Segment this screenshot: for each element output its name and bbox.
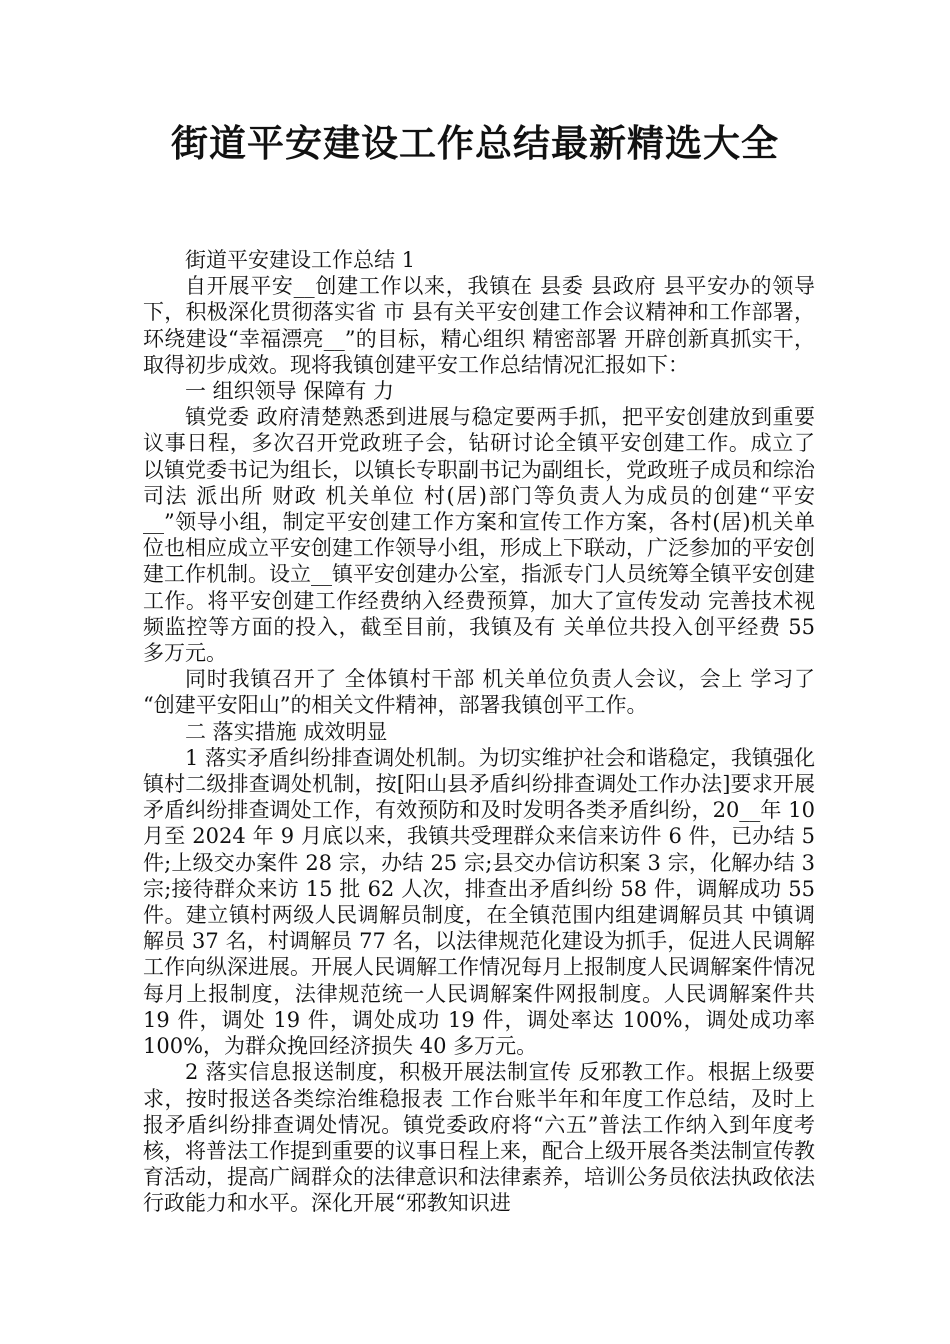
document-body (143, 247, 815, 1217)
section-heading-measures: 二 落实措施 成效明显 (185, 719, 388, 744)
paragraph-dispute-mechanism: 1 落实矛盾纠纷排查调处机制。为切实维护社会和谐稳定，我镇强化镇村二级排查调处机制，按[阳山县矛盾纠纷排查调处工作办法]要求开展矛盾纠纷排查调处工作，有效预防和及时发明各类矛盾纠纷，20__年 10 月至 2024 年 9 月底以来，我镇共受理群众来信来访件 6 件，已办结 5 件;上级交办案件 28 宗，办结 25 宗;县交办信访积案 3 宗，化解办结 3 宗;接待群众来访 15 批 62 人次，排查出矛盾纠纷 58 件，调解成功 55 件。建立镇村两级人民调解员制度，在全镇范围内组建调解员其 中镇调解员 37 名，村调解员 77 名，以法律规范化建设为抓手，促进人民调解工作向纵深进展。开展人民调解工作情况每月上报制度人民调解案件情况每月上报制度，法律规范统一人民调解案件网报制度。人民调解案件共 19 件，调处 19 件，调处成功 19 件，调处率达 100%，调处成功率 100%，为群众挽回经济损失 40 多万元。 (143, 745, 815, 1059)
section-heading-organization: 一 组织领导 保障有 力 (185, 379, 395, 404)
section-title-summary-1: 街道平安建设工作总结 1 (185, 248, 416, 272)
document-title: 街道平安建设工作总结最新精选大全 (171, 122, 779, 165)
paragraph-organization: 镇党委 政府清楚熟悉到进展与稳定要两手抓，把平安创建放到重要议事日程，多次召开党政班子会，钻研讨论全镇平安创建工作。成立了 以镇党委书记为组长，以镇长专职副书记为副组长，党政班子成员和综治 司法 派出所 财政 机关单位 村(居)部门等负责人为成员的创建“平安__”领导小组，制定平安创建工作方案和宣传工作方案，各村(居)机关单位也相应成立平安创建工作领导小组，形成上下联动，广泛参加的平安创建工作机制。设立__镇平安创建办公室，指派专门人员统筹全镇平安创建工作。将平安创建工作经费纳入经费预算，加大了宣传发动 完善技术视频监控等方面的投入，截至目前，我镇及有 关单位共投入创平经费 55 多万元。 (143, 405, 815, 666)
paragraph-intro: 自开展平安__创建工作以来，我镇在 县委 县政府 县平安办的领导下，积极深化贯彻落实省 市 县有关平安创建工作会议精神和工作部署，环绕建设“幸福漂亮__”的目标，精心组织 精密部署 开辟创新真抓实干，取得初步成效。现将我镇创建平安工作总结情况汇报如下： (143, 274, 815, 377)
paragraph-information-reporting: 2 落实信息报送制度，积极开展法制宣传 反邪教工作。根据上级要求，按时报送各类综治维稳报表 工作台账半年和年度工作总结，及时上报矛盾纠纷排查调处情况。镇党委政府将“六五”普法工作纳入到年度考核，将普法工作提到重要的议事日程上来，配合上级开展各类法制宣传教育活动，提高广阔群众的法律意识和法律素养，培训公务员依法执政依法行政能力和水平。深化开展“邪教知识进 (143, 1060, 815, 1216)
paragraph-meeting: 同时我镇召开了 全体镇村干部 机关单位负责人会议，会上 学习了 “创建平安阳山”的相关文件精神，部署我镇创平工作。 (143, 667, 815, 718)
